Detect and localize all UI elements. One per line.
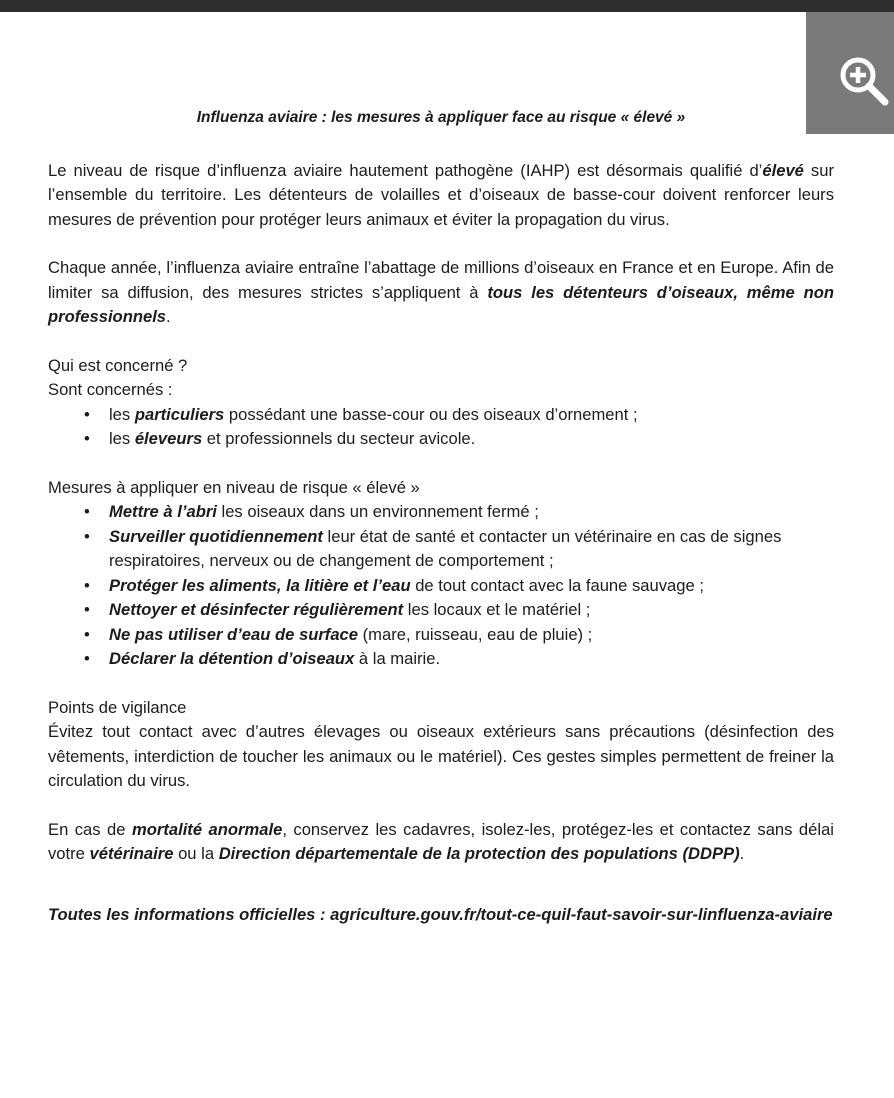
- official-info-footer: Toutes les informations officielles : agriculture.gouv.fr/tout-ce-quil-faut-savoir-sur-linfluenza-aviaire: [48, 904, 833, 924]
- document-body: [48, 106, 834, 927]
- list-item: • Ne pas utiliser d’eau de surface (mare, ruisseau, eau de pluie) ;: [48, 623, 834, 648]
- mortality-paragraph: En cas de mortalité anormale, conservez les cadavres, isolez-les, protégez-les et contactez sans délai votre vétérinaire ou la Direction départementale de la protection des populations (DDPP).: [48, 819, 834, 863]
- vigilance-heading: Points de vigilance: [48, 697, 187, 717]
- intro-paragraph: Le niveau de risque d’influenza aviaire hautement pathogène (IAHP) est désormais qualifié d’élevé sur l’ensemble du territoire. Les détenteurs de volailles et d’oiseaux de basse-cour doivent renforcer leurs mesures de prévention pour protéger leurs animaux et éviter la propagation du virus.: [48, 160, 834, 229]
- context-paragraph: Chaque année, l’influenza aviaire entraîne l’abattage de millions d’oiseaux en France et en Europe. Afin de limiter sa diffusion, des mesures strictes s’appliquent à tous les détenteurs d’oiseaux, même non professionnels.: [48, 258, 834, 326]
- list-item: • les éleveurs et professionnels du secteur avicole.: [48, 427, 834, 452]
- list-item: • Mettre à l’abri les oiseaux dans un environnement fermé ;: [48, 500, 834, 525]
- vigilance-paragraph: Évitez tout contact avec d’autres élevages ou oiseaux extérieurs sans précautions (désinfection des vêtements, interdiction de toucher les animaux ou le matériel). Ces gestes simples permettent de freiner la circulation du virus.: [48, 722, 834, 790]
- zoom-in-icon: [837, 54, 891, 108]
- concerned-list: [48, 403, 834, 452]
- list-item: • les particuliers possédant une basse-cour ou des oiseaux d’ornement ;: [48, 403, 834, 428]
- concerned-heading: Qui est concerné ?: [48, 355, 188, 375]
- list-item: • Nettoyer et désinfecter régulièrement les locaux et le matériel ;: [48, 598, 834, 623]
- list-item: • Surveiller quotidiennement leur état de santé et contacter un vétérinaire en cas de signes respiratoires, nerveux ou de changement de comportement ;: [48, 525, 834, 574]
- page-title: Influenza aviaire : les mesures à appliquer face au risque « élevé »: [196, 109, 686, 126]
- measures-list: [48, 500, 834, 672]
- measures-heading: Mesures à appliquer en niveau de risque « élevé »: [48, 477, 420, 497]
- concerned-subheading: Sont concernés :: [48, 380, 173, 399]
- list-item: • Déclarer la détention d’oiseaux à la mairie.: [48, 647, 834, 672]
- list-item: • Protéger les aliments, la litière et l’eau de tout contact avec la faune sauvage ;: [48, 574, 834, 599]
- top-bar: [0, 0, 894, 12]
